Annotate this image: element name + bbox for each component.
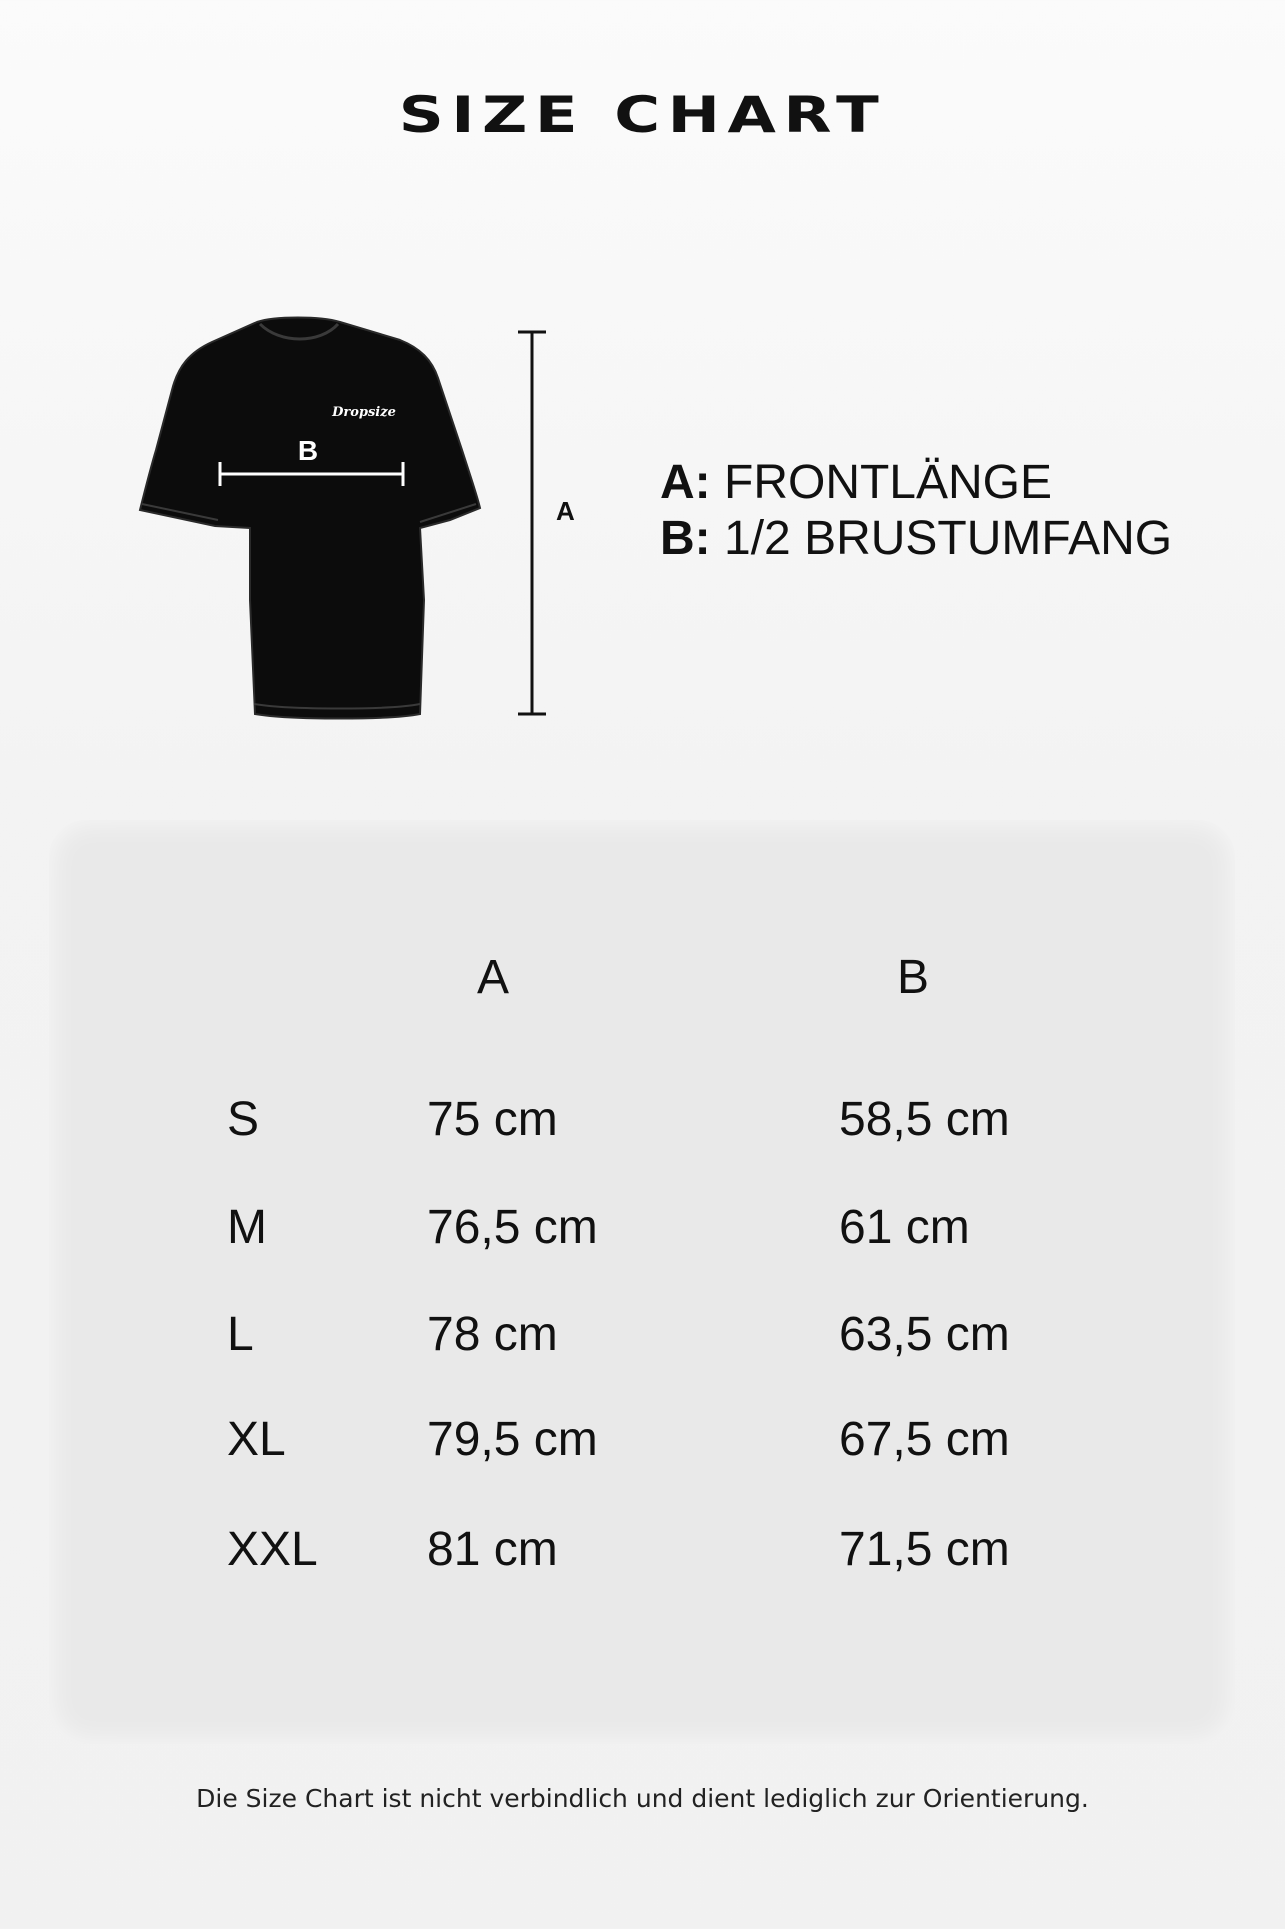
column-header-b: B <box>897 951 930 1004</box>
value-b: 58,5 cm <box>839 1093 1010 1146</box>
size-label: XL <box>227 1413 286 1466</box>
value-a: 79,5 cm <box>427 1413 598 1466</box>
measure-b-label: B <box>297 435 319 466</box>
value-b: 63,5 cm <box>839 1308 1010 1361</box>
legend-key: B: <box>660 512 711 565</box>
table-row <box>49 1412 1235 1472</box>
tshirt-shape <box>140 318 480 719</box>
size-label: S <box>227 1093 260 1146</box>
brand-logo-text: Dropsize <box>332 405 396 420</box>
disclaimer-footnote: Die Size Chart ist nicht verbindlich und dient lediglich zur Orientierung. <box>196 1784 1089 1813</box>
legend-key: A: <box>660 456 711 509</box>
table-row <box>49 1307 1235 1367</box>
tshirt-illustration <box>120 300 600 740</box>
page-title: SIZE CHART <box>398 86 887 144</box>
value-a: 75 cm <box>427 1093 558 1146</box>
size-table <box>49 820 1235 1744</box>
legend-item-b <box>660 511 1172 567</box>
legend-text: FRONTLÄNGE <box>724 456 1053 509</box>
value-a: 81 cm <box>427 1523 558 1576</box>
value-a: 76,5 cm <box>427 1201 598 1254</box>
size-label: M <box>227 1201 267 1254</box>
table-row <box>49 1200 1235 1260</box>
table-row <box>49 1522 1235 1582</box>
size-label: XXL <box>227 1523 318 1576</box>
value-b: 67,5 cm <box>839 1413 1010 1466</box>
value-a: 78 cm <box>427 1308 558 1361</box>
table-row <box>49 1092 1235 1152</box>
column-header-a: A <box>477 951 510 1004</box>
legend-text: 1/2 BRUSTUMFANG <box>724 512 1173 565</box>
size-label: L <box>227 1308 254 1361</box>
value-b: 71,5 cm <box>839 1523 1010 1576</box>
measure-a-label: A <box>556 496 575 526</box>
value-b: 61 cm <box>839 1201 970 1254</box>
tshirt-diagram <box>120 300 600 740</box>
legend-item-a <box>660 455 1172 511</box>
measurement-legend <box>660 455 1172 567</box>
